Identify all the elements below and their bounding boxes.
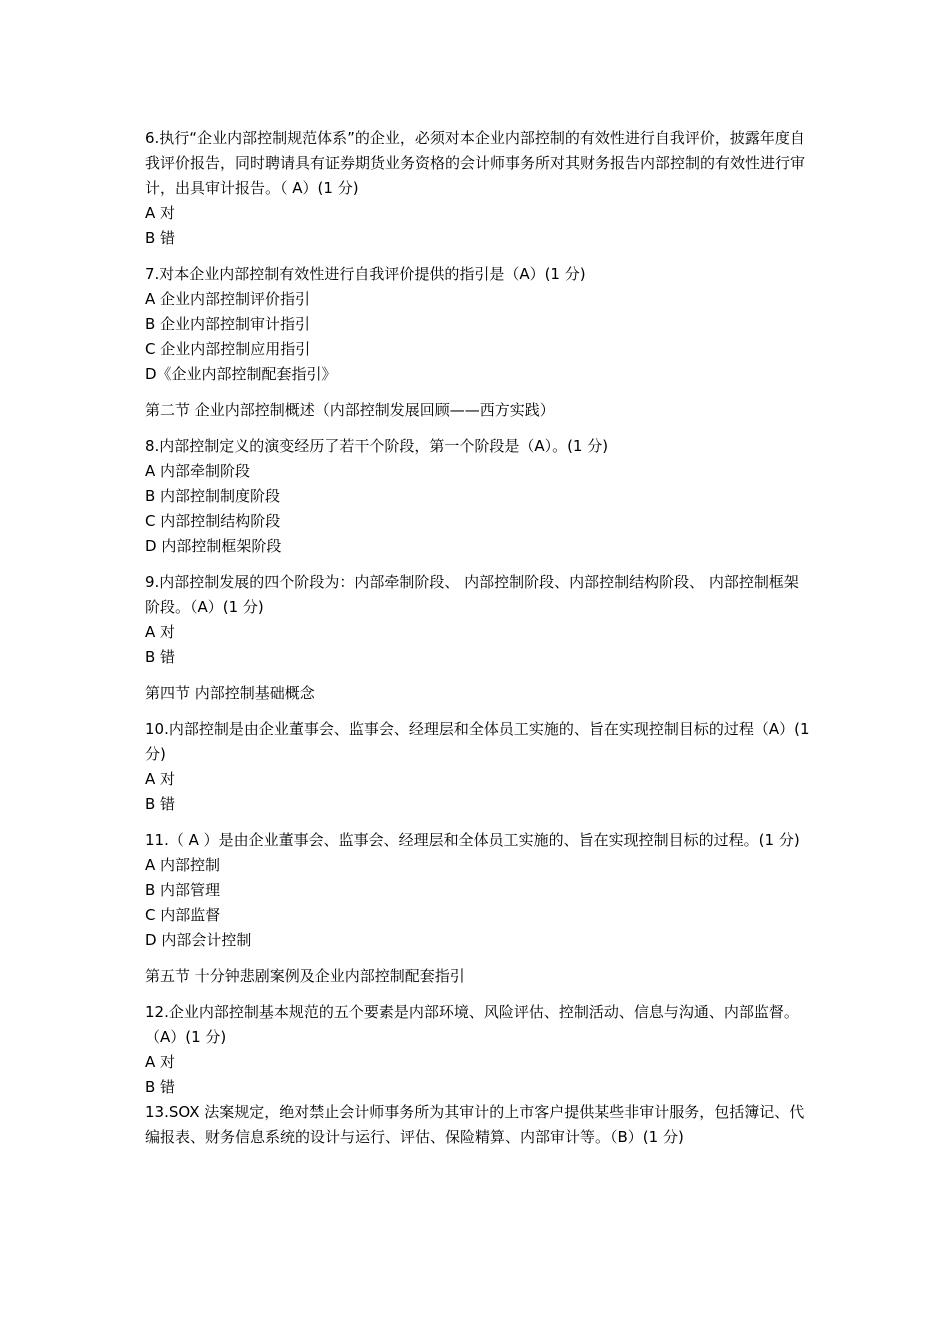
answer-option: A 对 <box>145 1053 176 1071</box>
question-block <box>145 828 810 953</box>
question-block <box>145 1000 810 1100</box>
question-block <box>145 434 810 559</box>
section-heading: 第五节 十分钟悲剧案例及企业内部控制配套指引 <box>145 967 465 985</box>
question-text: 8.内部控制定义的演变经历了若干个阶段，第一个阶段是（A）。(1 分) <box>145 437 609 455</box>
answer-option: A 内部牵制阶段 <box>145 462 251 480</box>
question-block <box>145 262 810 387</box>
answer-option: B 错 <box>145 229 176 247</box>
answer-option: B 企业内部控制审计指引 <box>145 315 311 333</box>
document-page <box>145 126 810 1150</box>
question-text: 7.对本企业内部控制有效性进行自我评价提供的指引是（A）(1 分) <box>145 265 586 283</box>
answer-option: B 内部管理 <box>145 881 221 899</box>
question-block <box>145 1100 810 1150</box>
answer-option: A 对 <box>145 623 176 641</box>
answer-option: A 对 <box>145 770 176 788</box>
answer-option: B 错 <box>145 1078 176 1096</box>
answer-option: D 内部控制框架阶段 <box>145 537 282 555</box>
section-heading: 第四节 内部控制基础概念 <box>145 684 315 702</box>
answer-option: B 内部控制制度阶段 <box>145 487 281 505</box>
answer-option: A 企业内部控制评价指引 <box>145 290 311 308</box>
question-text: 10.内部控制是由企业董事会、监事会、经理层和全体员工实施的、旨在实现控制目标的过程（A）(1 分) <box>145 720 810 763</box>
question-text: 6.执行“企业内部控制规范体系”的企业，必须对本企业内部控制的有效性进行自我评价，披露年度自我评价报告，同时聘请具有证券期货业务资格的会计师事务所对其财务报告内部控制的有效性进行审计，出具审计报告。（ A）(1 分) <box>145 129 806 197</box>
answer-option: B 错 <box>145 648 176 666</box>
answer-option: D《企业内部控制配套指引》 <box>145 365 337 383</box>
answer-option: B 错 <box>145 795 176 813</box>
question-block <box>145 717 810 817</box>
answer-option: C 内部监督 <box>145 906 221 924</box>
question-text: 12.企业内部控制基本规范的五个要素是内部环境、风险评估、控制活动、信息与沟通、内部监督。（A）(1 分) <box>145 1003 799 1046</box>
question-text: 9.内部控制发展的四个阶段为：内部牵制阶段、 内部控制阶段、内部控制结构阶段、 内部控制框架阶段。（A）(1 分) <box>145 573 799 616</box>
question-block <box>145 126 810 251</box>
answer-option: C 内部控制结构阶段 <box>145 512 281 530</box>
answer-option: C 企业内部控制应用指引 <box>145 340 311 358</box>
question-block <box>145 570 810 670</box>
answer-option: A 对 <box>145 204 176 222</box>
question-text: 13.SOX 法案规定，绝对禁止会计师事务所为其审计的上市客户提供某些非审计服务，包括簿记、代编报表、财务信息系统的设计与运行、评估、保险精算、内部审计等。（B）(1 分) <box>145 1103 805 1146</box>
answer-option: A 内部控制 <box>145 856 221 874</box>
section-heading: 第二节 企业内部控制概述（内部控制发展回顾——西方实践） <box>145 401 555 419</box>
question-text: 11.（ A ）是由企业董事会、监事会、经理层和全体员工实施的、旨在实现控制目标的过程。(1 分) <box>145 831 800 849</box>
answer-option: D 内部会计控制 <box>145 931 252 949</box>
